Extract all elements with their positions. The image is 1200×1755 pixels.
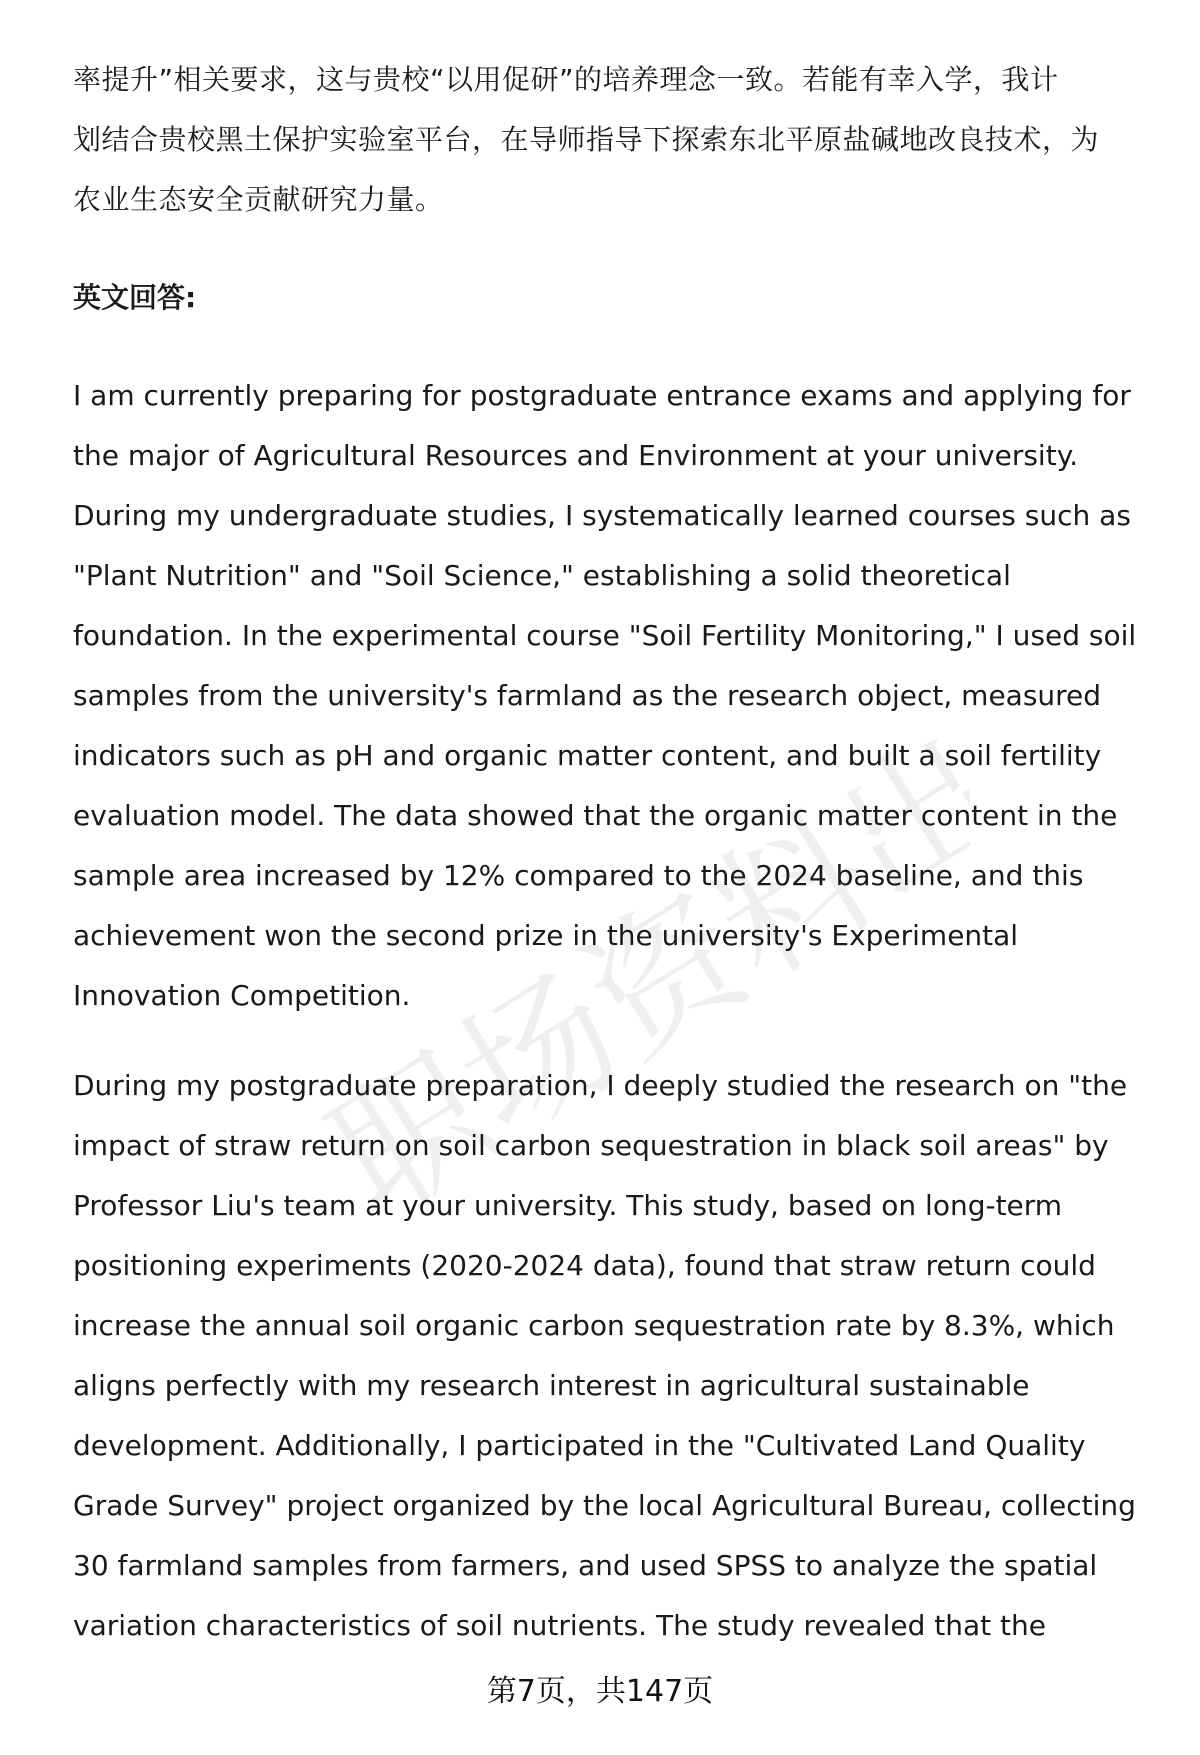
text-line: 30 farmland samples from farmers, and used SPSS to analyze the spatial [73,1549,1098,1582]
text-line: evaluation model. The data showed that the organic matter content in the [73,799,1118,832]
text-line: Grade Survey" project organized by the local Agricultural Bureau, collecting [73,1489,1136,1522]
text-line: the major of Agricultural Resources and Environment at your university. [73,439,1079,472]
text-line: increase the annual soil organic carbon sequestration rate by 8.3%, which [73,1309,1115,1342]
text-line: During my undergraduate studies, I systematically learned courses such as [73,499,1131,532]
document-page [73,50,1173,1656]
text-line: development. Additionally, I participated in the "Cultivated Land Quality [73,1429,1086,1462]
text-line: 划结合贵校黑土保护实验室平台，在导师指导下探索东北平原盐碱地改良技术，为 [73,123,1100,156]
english-paragraph-2 [73,1056,1173,1656]
text-line: indicators such as pH and organic matter content, and built a soil fertility [73,739,1102,772]
text-line: sample area increased by 12% compared to the 2024 baseline, and this [73,859,1084,892]
text-line: Professor Liu's team at your university. This study, based on long-term [73,1189,1063,1222]
english-answer-heading: 英文回答: [73,281,197,314]
page-number-footer: 第7页，共147页 [486,1674,714,1709]
text-line: positioning experiments (2020-2024 data), found that straw return could [73,1249,1096,1282]
text-line: samples from the university's farmland as the research object, measured [73,679,1102,712]
text-line: impact of straw return on soil carbon sequestration in black soil areas" by [73,1129,1109,1162]
chinese-paragraph [73,50,1173,230]
text-line: Innovation Competition. [73,979,411,1012]
watermark-text: 职场资料出品 [302,640,970,1200]
text-line: During my postgraduate preparation, I deeply studied the research on "the [73,1069,1128,1102]
text-line: 率提升”相关要求，这与贵校“以用促研”的培养理念一致。若能有幸入学，我计 [73,63,1059,96]
text-line: 农业生态安全贡献研究力量。 [73,183,444,216]
text-line: I am currently preparing for postgraduate entrance exams and applying for [73,379,1131,412]
text-line: achievement won the second prize in the university's Experimental [73,919,1019,952]
text-line: "Plant Nutrition" and "Soil Science," establishing a solid theoretical [73,559,1011,592]
text-line: foundation. In the experimental course "Soil Fertility Monitoring," I used soil [73,619,1137,652]
english-paragraph-1 [73,366,1173,1026]
text-line: variation characteristics of soil nutrients. The study revealed that the [73,1609,1046,1642]
text-line: aligns perfectly with my research interest in agricultural sustainable [73,1369,1030,1402]
